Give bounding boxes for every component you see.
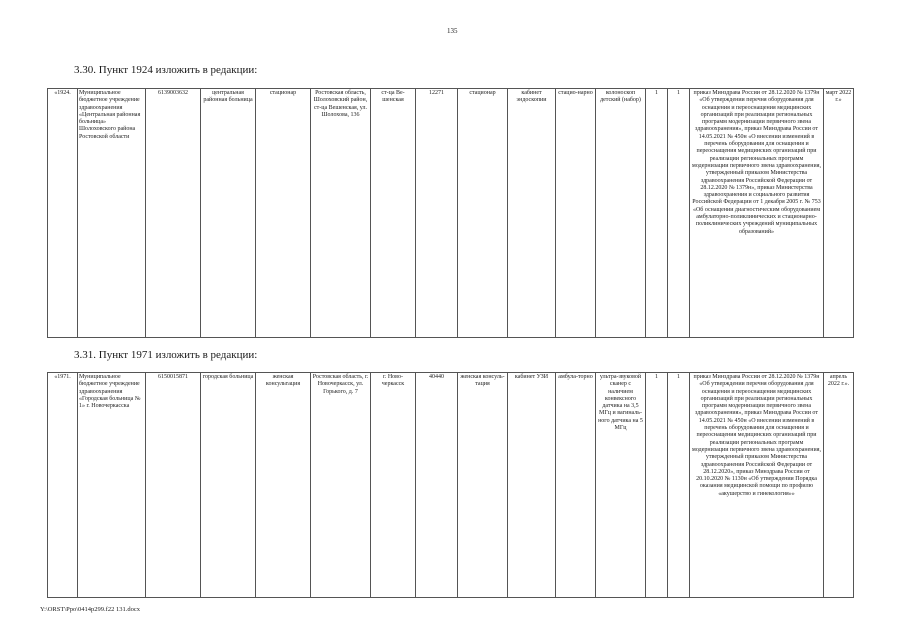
quantity-2: 1: [668, 373, 690, 598]
division: стационар: [256, 89, 311, 338]
institution-name: Муниципальное бюджетное учреждение здравоохранения «Центральная районная больница» Шолоховского района Ростовской области: [78, 89, 146, 338]
section-heading-1924: 3.30. Пункт 1924 изложить в редакции:: [74, 64, 258, 76]
institution-name: Муниципальное бюджетное учреждение здравоохранения «Городская больница № 1» г. Новочеркасска: [78, 373, 146, 598]
table-row: [48, 373, 854, 598]
inn-code: 6139003632: [146, 89, 201, 338]
equipment: колоноскоп детский (набор): [596, 89, 646, 338]
unit-type: стационар: [458, 89, 508, 338]
quantity-1: 1: [646, 89, 668, 338]
row-number: «1971.: [48, 373, 78, 598]
inn-code: 6150015871: [146, 373, 201, 598]
row-number: «1924.: [48, 89, 78, 338]
quantity-1: 1: [646, 373, 668, 598]
care-mode: стацио-нарно: [556, 89, 596, 338]
care-mode: амбула-торно: [556, 373, 596, 598]
quantity-2: 1: [668, 89, 690, 338]
entry-table-1924: [47, 88, 854, 338]
unit-type: женская консуль-тация: [458, 373, 508, 598]
division: женская консультация: [256, 373, 311, 598]
okato-code: 40440: [416, 373, 458, 598]
entry-table-1971: [47, 372, 854, 598]
legal-basis: приказ Минздрава России от 28.12.2020 № 1379н «Об утверждении перечня оборудования для оснащения и переоснащения медицинских организаций при реализации региональных программ модернизации первичного звена здравоохранения», приказ Минздрава России от 14.05.2021 № 450н «О внесении изменений в перечень оборудования для оснащения и переоснащения медицинских организаций при реализации региональных программ модернизации первичного звена здравоохранения, утвержденный приказом Министерства здравоохранения Российской Федерации от 28.12.2020», приказ Минздрава России от 20.10.2020 № 1130н «Об утверждении Порядка оказания медицинской помощи по профилю «акушерство и гинекология»»: [690, 373, 824, 598]
address: Ростовская область, г. Новочеркасск, ул. Горького, д. 7: [311, 373, 371, 598]
legal-basis: приказ Минздрава России от 28.12.2020 № 1379н «Об утверждении перечня оборудования для оснащения и переоснащения медицинских организаций при реализации региональных программ модернизации первичного звена здравоохранения», приказ Минздрава России от 14.05.2021 № 450н «О внесении изменений в перечень оборудования для оснащения и переоснащения медицинских организаций при реализации региональных программ модернизации первичного звена здравоохранения, утвержденный приказом Министерства здравоохранения Российской Федерации от 28.12.2020 № 1379н», приказ Министерства здравоохранения и социального развития Российской Федерации от 1 декабря 2005 г. № 753 «Об оснащении диагностическим оборудованием амбулаторно-поликлинических и стационарно-поликлинических учреждений муниципальных образований»: [690, 89, 824, 338]
section-heading-1971: 3.31. Пункт 1971 изложить в редакции:: [74, 349, 258, 361]
deadline: апрель 2022 г.».: [824, 373, 854, 598]
locality: г. Ново-черкасск: [371, 373, 416, 598]
institution-type: центральная районная больница: [201, 89, 256, 338]
page-number: 135: [447, 27, 458, 35]
footer-file-path: Y:\ORST\Ppo\0414p299.f22 131.docx: [40, 606, 140, 613]
deadline: март 2022 г.»: [824, 89, 854, 338]
okato-code: 12271: [416, 89, 458, 338]
table-row: [48, 89, 854, 338]
institution-type: городская больница: [201, 373, 256, 598]
cabinet: кабинет УЗИ: [508, 373, 556, 598]
locality: ст-ца Ве-шенская: [371, 89, 416, 338]
equipment: ультра-звуковой сканер с наличием конвексного датчика на 3,5 МГц и вагиналь-ного датчика на 5 МГц: [596, 373, 646, 598]
cabinet: кабинет эндоскопии: [508, 89, 556, 338]
address: Ростовская область, Шолоховский район, ст-ца Вешенская, ул. Шолохова, 136: [311, 89, 371, 338]
